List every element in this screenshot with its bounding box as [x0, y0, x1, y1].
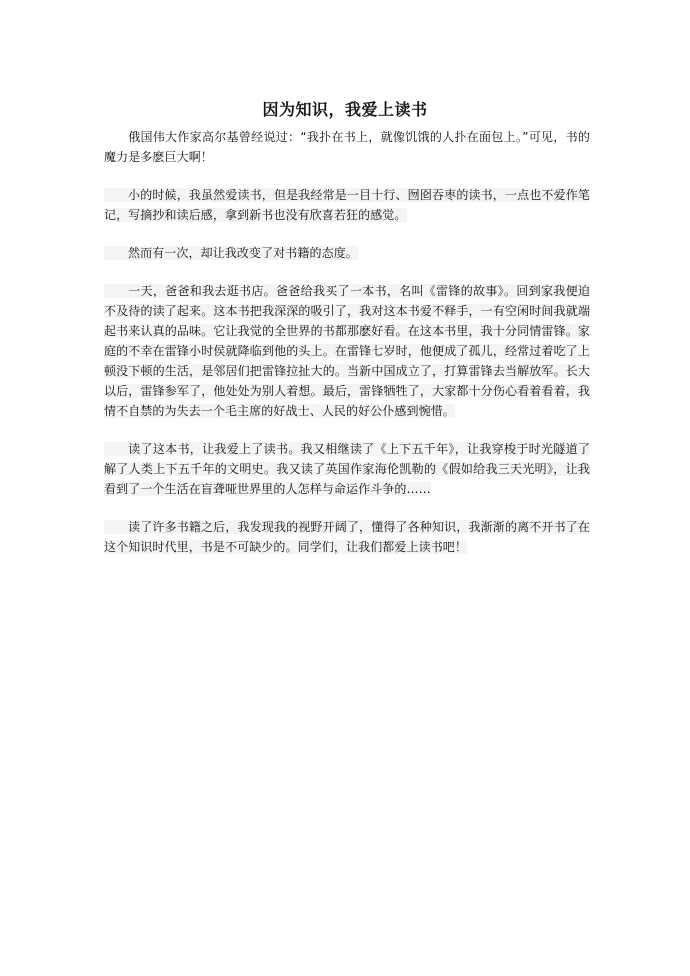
paragraph-3: [104, 243, 590, 263]
paragraph-2: [104, 185, 590, 225]
paragraph-6-text: 读了许多书籍之后，我发现我的视野开阔了，懂得了各种知识，我渐渐的离不开书了在这个知识时代里，书是不可缺少的。同学们，让我们都爱上读书吧！: [104, 520, 590, 554]
paragraph-5: [104, 439, 590, 499]
paragraph-5-text: 读了这本书，让我爱上了读书。我又相继读了《上下五千年》，让我穿梭于时光隧道了解了人类上下五千年的文明史。我又读了英国作家海伦凯勒的《假如给我三天光明》，让我看到了一个生活在盲聋哑世界里的人怎样与命运作斗争的……: [104, 442, 590, 496]
paragraph-4: [104, 281, 590, 421]
document-body: [104, 127, 590, 575]
paragraph-6: [104, 517, 590, 557]
paragraph-1-text: 俄国伟大作家高尔基曾经说过：“我扑在书上，就像饥饿的人扑在面包上。”可见，书的魔力是多麽巨大啊！: [104, 130, 590, 164]
document-title: 因为知识，我爱上读书: [262, 100, 428, 119]
paragraph-4-text: 一天，爸爸和我去逛书店。爸爸给我买了一本书，名叫《雷锋的故事》。回到家我便迫不及待的读了起来。这本书把我深深的吸引了，我对这本书爱不释手，一有空闲时间我就端起书来认真的品味。它让我觉的全世界的书都那麽好看。在这本书里，我十分同情雷锋。家庭的不幸在雷锋小时侯就降临到他的头上。在雷锋七岁时，他便成了孤儿，经常过着吃了上顿没下顿的生活，是邻居们把雷锋拉扯大的。当新中国成立了，打算雷锋去当解放军。长大以后，雷锋参军了，他处处为别人着想。最后，雷锋牺牲了，大家都十分伤心看着看着，我情不自禁的为失去一个毛主席的好战士、人民的好公仆感到惋惜。: [104, 284, 590, 418]
paragraph-3-text: 然而有一次，却让我改变了对书籍的态度。: [104, 246, 358, 260]
paragraph-1: [104, 127, 590, 167]
paragraph-2-text: 小的时候，我虽然爱读书，但是我经常是一目十行、囫囵吞枣的读书，一点也不爱作笔记，写摘抄和读后感，拿到新书也没有欣喜若狂的感觉。: [104, 188, 590, 222]
